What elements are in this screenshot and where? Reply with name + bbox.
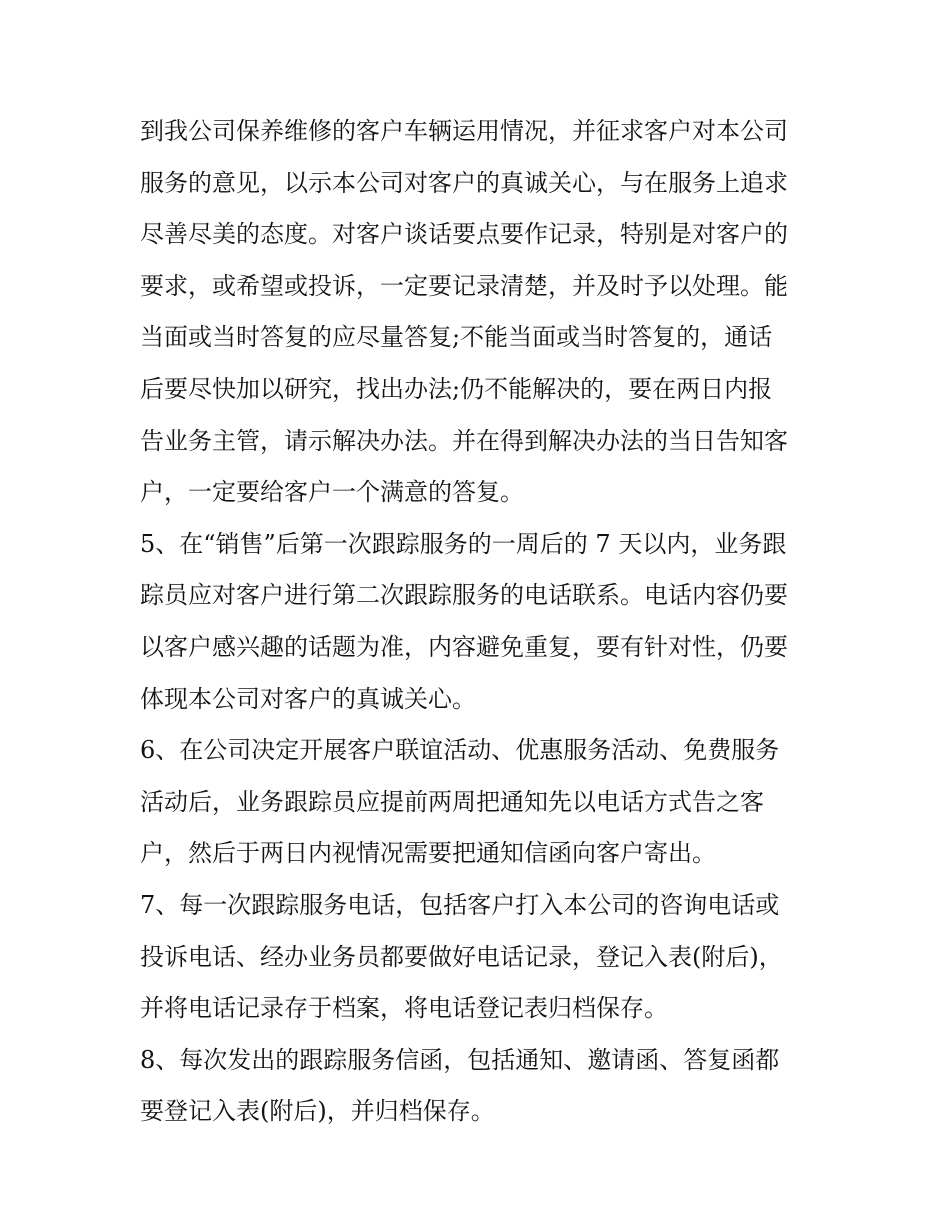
text-line: 并将电话记录存于档案，将电话登记表归档保存。 <box>140 994 668 1023</box>
item-7-line: 7、每一次跟踪服务电话，包括客户打入本公司的咨询电话或 <box>140 890 780 919</box>
text-line: 踪员应对客户进行第二次跟踪服务的电话联系。电话内容仍要 <box>140 581 788 610</box>
text-line: 服务的意见，以示本公司对客户的真诚关心，与在服务上追求 <box>140 168 788 197</box>
text-line: 要求，或希望或投诉，一定要记录清楚，并及时予以处理。能 <box>140 271 788 300</box>
text-line: 户，一定要给客户一个满意的答复。 <box>140 478 524 507</box>
text-line: 尽善尽美的态度。对客户谈话要点要作记录，特别是对客户的 <box>140 220 788 249</box>
document-body <box>140 106 820 1138</box>
text-line: 投诉电话、经办业务员都要做好电话记录，登记入表(附后)， <box>140 942 783 971</box>
item-5-line: 5、在“销售”后第一次跟踪服务的一周后的 7 天以内，业务跟 <box>140 529 787 558</box>
text-line: 活动后，业务跟踪员应提前两周把通知先以电话方式告之客 <box>140 787 764 816</box>
text-line: 要登记入表(附后)，并归档保存。 <box>140 1097 495 1126</box>
item-8-line: 8、每次发出的跟踪服务信函，包括通知、邀请函、答复函都 <box>140 1045 780 1074</box>
text-line: 告业务主管，请示解决办法。并在得到解决办法的当日告知客 <box>140 426 788 455</box>
text-line: 当面或当时答复的应尽量答复;不能当面或当时答复的，通话 <box>140 323 773 352</box>
text-line: 后要尽快加以研究，找出办法;仍不能解决的，要在两日内报 <box>140 374 773 403</box>
item-6-line: 6、在公司决定开展客户联谊活动、优惠服务活动、免费服务 <box>140 736 780 765</box>
text-line: 体现本公司对客户的真诚关心。 <box>140 684 476 713</box>
text-line: 户，然后于两日内视情况需要把通知信函向客户寄出。 <box>140 839 716 868</box>
text-line: 到我公司保养维修的客户车辆运用情况，并征求客户对本公司 <box>140 117 788 145</box>
text-line: 以客户感兴趣的话题为准，内容避免重复，要有针对性，仍要 <box>140 632 788 661</box>
